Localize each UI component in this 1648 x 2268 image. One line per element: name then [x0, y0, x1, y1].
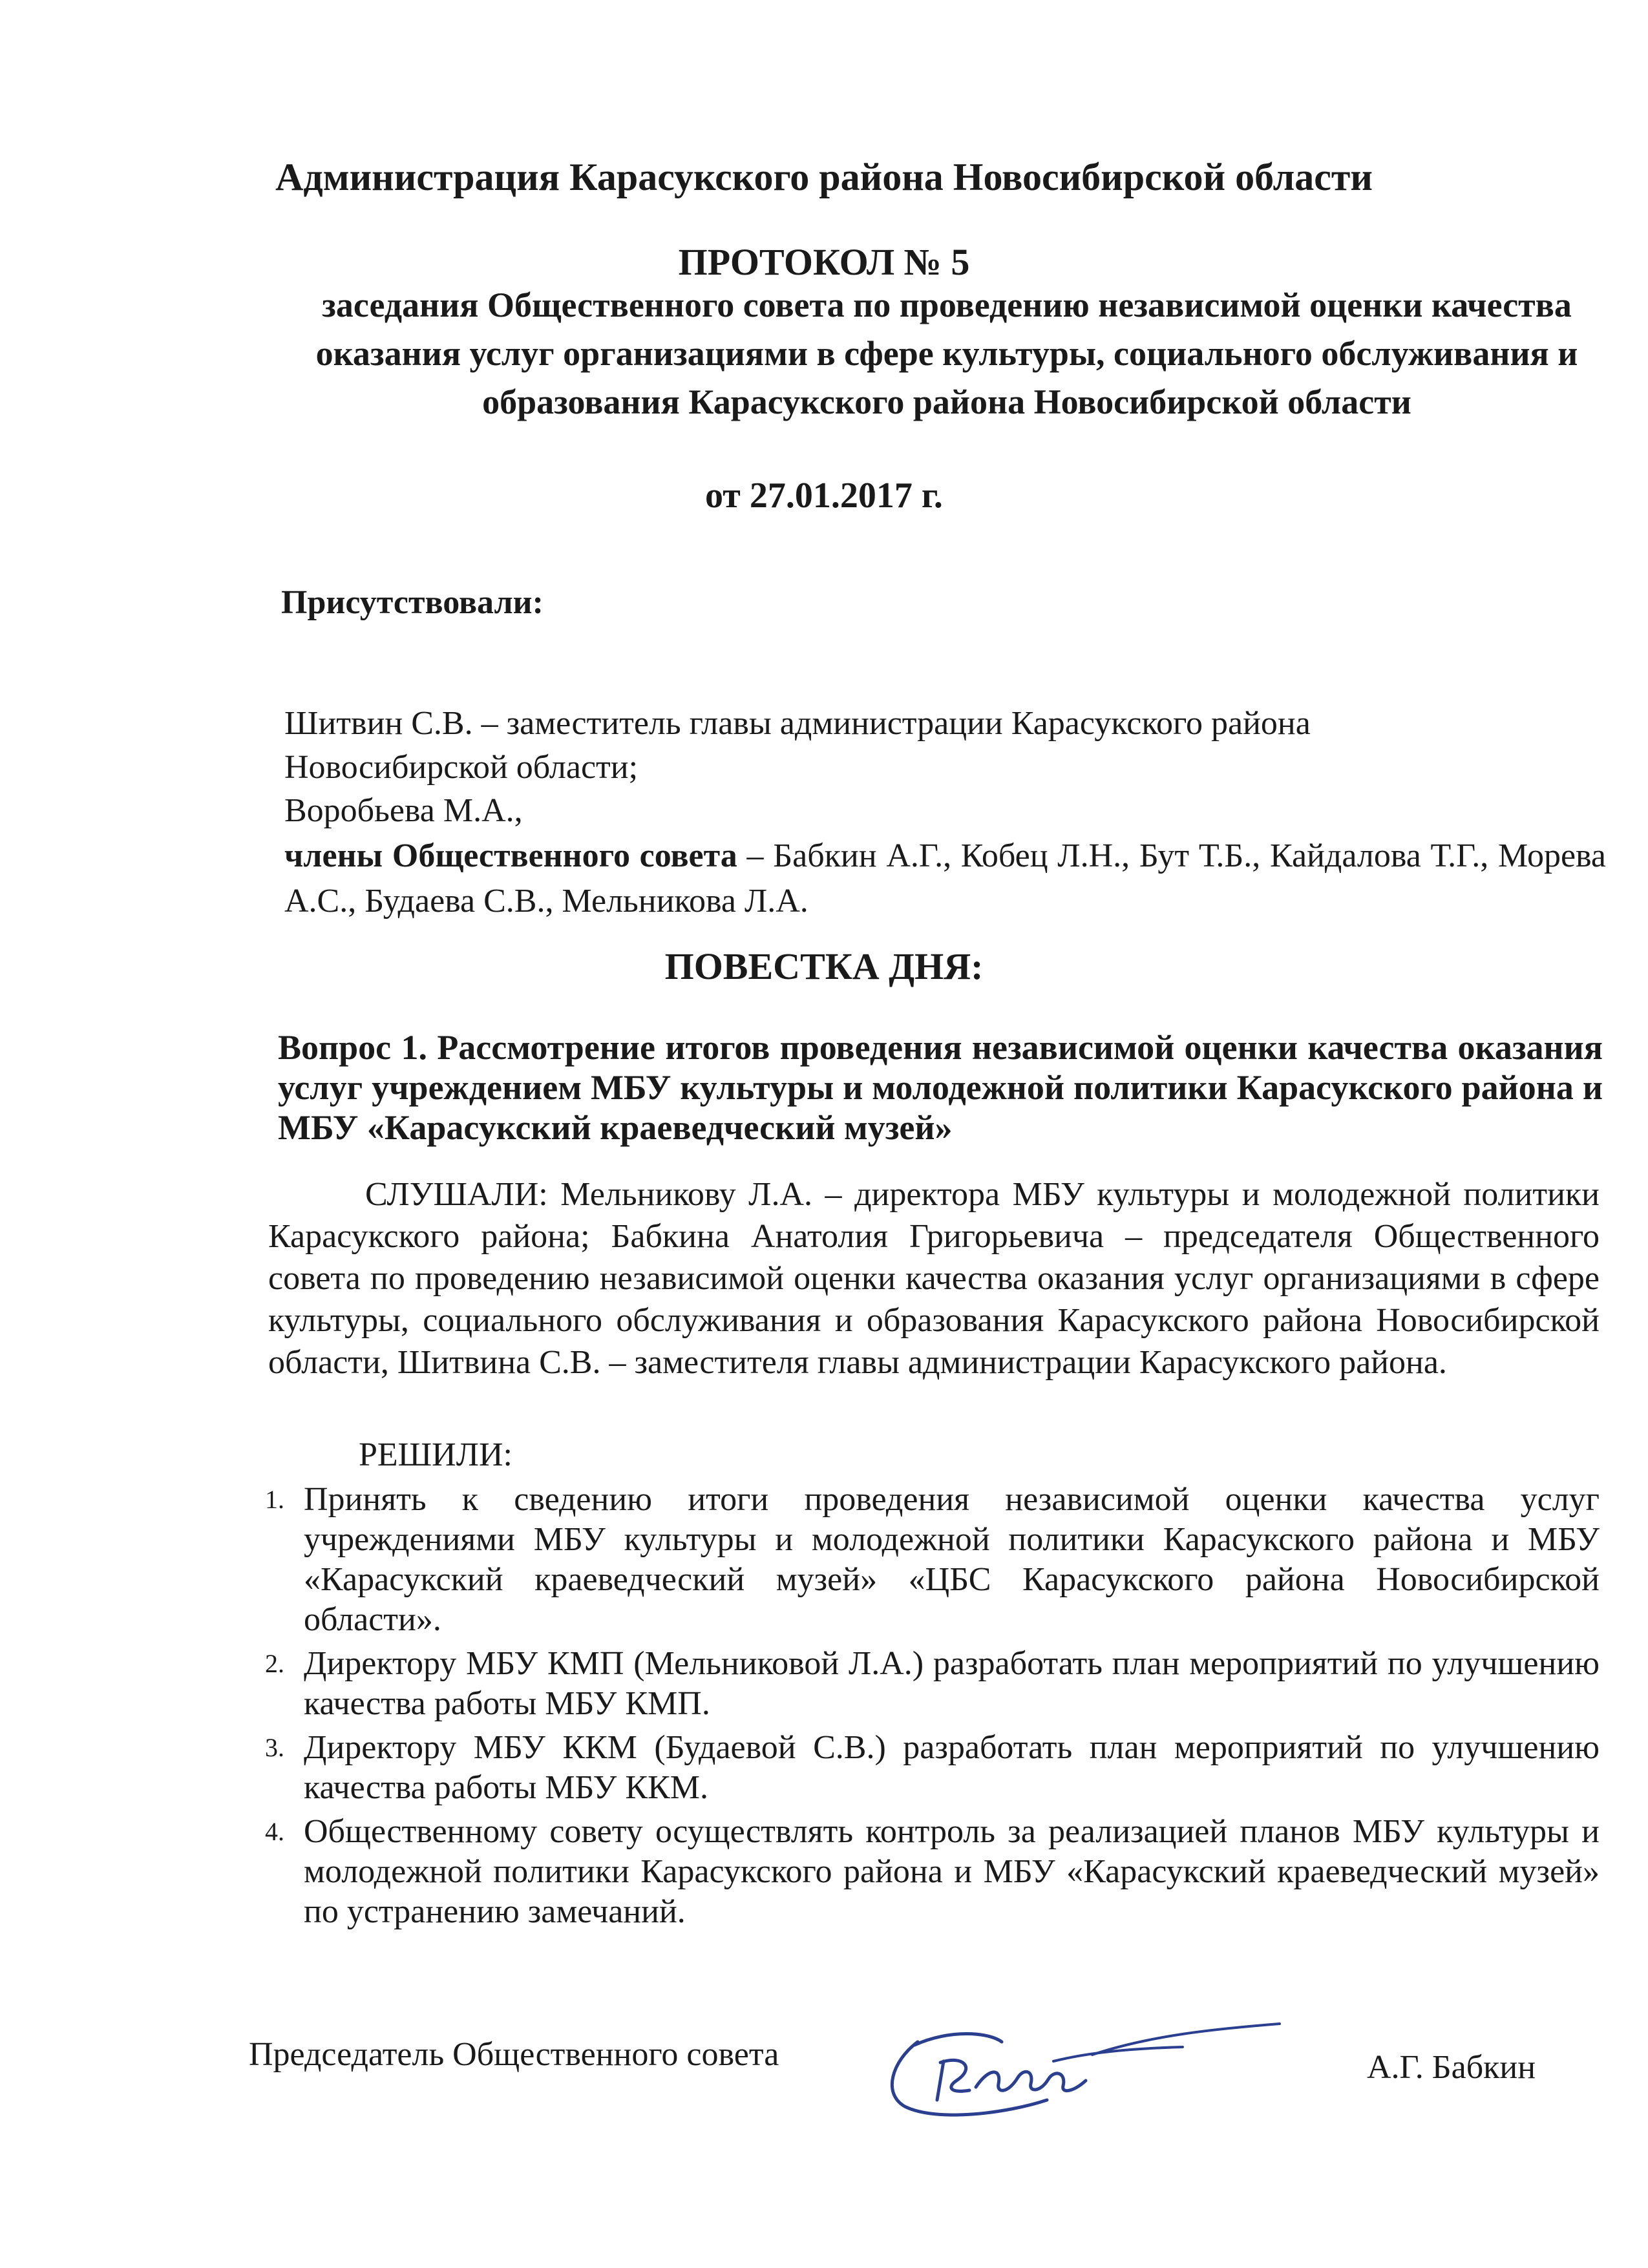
members-label: члены Общественного совета	[284, 837, 737, 874]
members-list: – Бабкин А.Г., Кобец Л.Н., Бут Т.Б., Кайдалова Т.Г., Морева А.С., Будаева С.В., Мельникова Л.А.	[284, 837, 1606, 919]
present-heading: Присутствовали:	[281, 584, 544, 621]
members-paragraph	[284, 834, 1606, 924]
present-line-1: Шитвин С.В. – заместитель главы администрации Карасукского района	[284, 705, 1311, 742]
heard-paragraph	[268, 1173, 1600, 1383]
signature-icon	[879, 2016, 1293, 2126]
heard-text: СЛУШАЛИ: Мельникову Л.А. – директора МБУ культуры и молодежной политики Карасукского района; Бабкина Анатолия Григорьевича – председателя Общественного совета по проведению независимой оценки качества оказания услуг организациями в сфере культуры, социального обслуживания и образования Карасукского района Новосибирской области, Шитвина С.В. – заместителя главы администрации Карасукского района.	[268, 1176, 1600, 1381]
decided-heading: РЕШИЛИ:	[359, 1436, 512, 1473]
decision-item: 1. Принять к сведению итоги проведения независимой оценки качества услуг учреждениями МБУ культуры и молодежной политики Карасукского района и МБУ «Карасукский краеведческий музей» «ЦБС Карасукского района Новосибирской области».	[265, 1481, 1600, 1638]
chair-name: А.Г. Бабкин	[1367, 2049, 1536, 2086]
protocol-subject: заседания Общественного совета по проведению независимой оценки качества оказания услуг организациями в сфере культуры, социального обслуживания и образования Карасукского района Новосибирской области	[315, 286, 1578, 421]
present-line-2: Новосибирской области;	[284, 749, 639, 786]
agenda-question: Вопрос 1. Рассмотрение итогов проведения независимой оценки качества оказания услуг учреждением МБУ культуры и молодежной политики Карасукского района и МБУ «Карасукский краеведческий музей»	[278, 1028, 1603, 1147]
agenda-heading: ПОВЕСТКА ДНЯ:	[664, 945, 984, 987]
decisions-list	[259, 1480, 1600, 1936]
present-line-3: Воробьева М.А.,	[284, 792, 523, 829]
protocol-number: ПРОТОКОЛ № 5	[678, 241, 970, 283]
chair-title: Председатель Общественного совета	[249, 2036, 779, 2073]
protocol-date: от 27.01.2017 г.	[705, 476, 943, 516]
decision-item: 3. Директору МБУ ККМ (Будаевой С.В.) разработать план мероприятий по улучшению качества работы МБУ ККМ.	[265, 1729, 1600, 1806]
decision-item: 4. Общественному совету осуществлять контроль за реализацией планов МБУ культуры и молодежной политики Карасукского района и МБУ «Карасукский краеведческий музей» по устранению замечаний.	[265, 1813, 1600, 1930]
organization-title: Администрация Карасукского района Новосибирской области	[275, 156, 1373, 198]
decision-item: 2. Директору МБУ КМП (Мельниковой Л.А.) разработать план мероприятий по улучшению качества работы МБУ КМП.	[265, 1645, 1600, 1722]
